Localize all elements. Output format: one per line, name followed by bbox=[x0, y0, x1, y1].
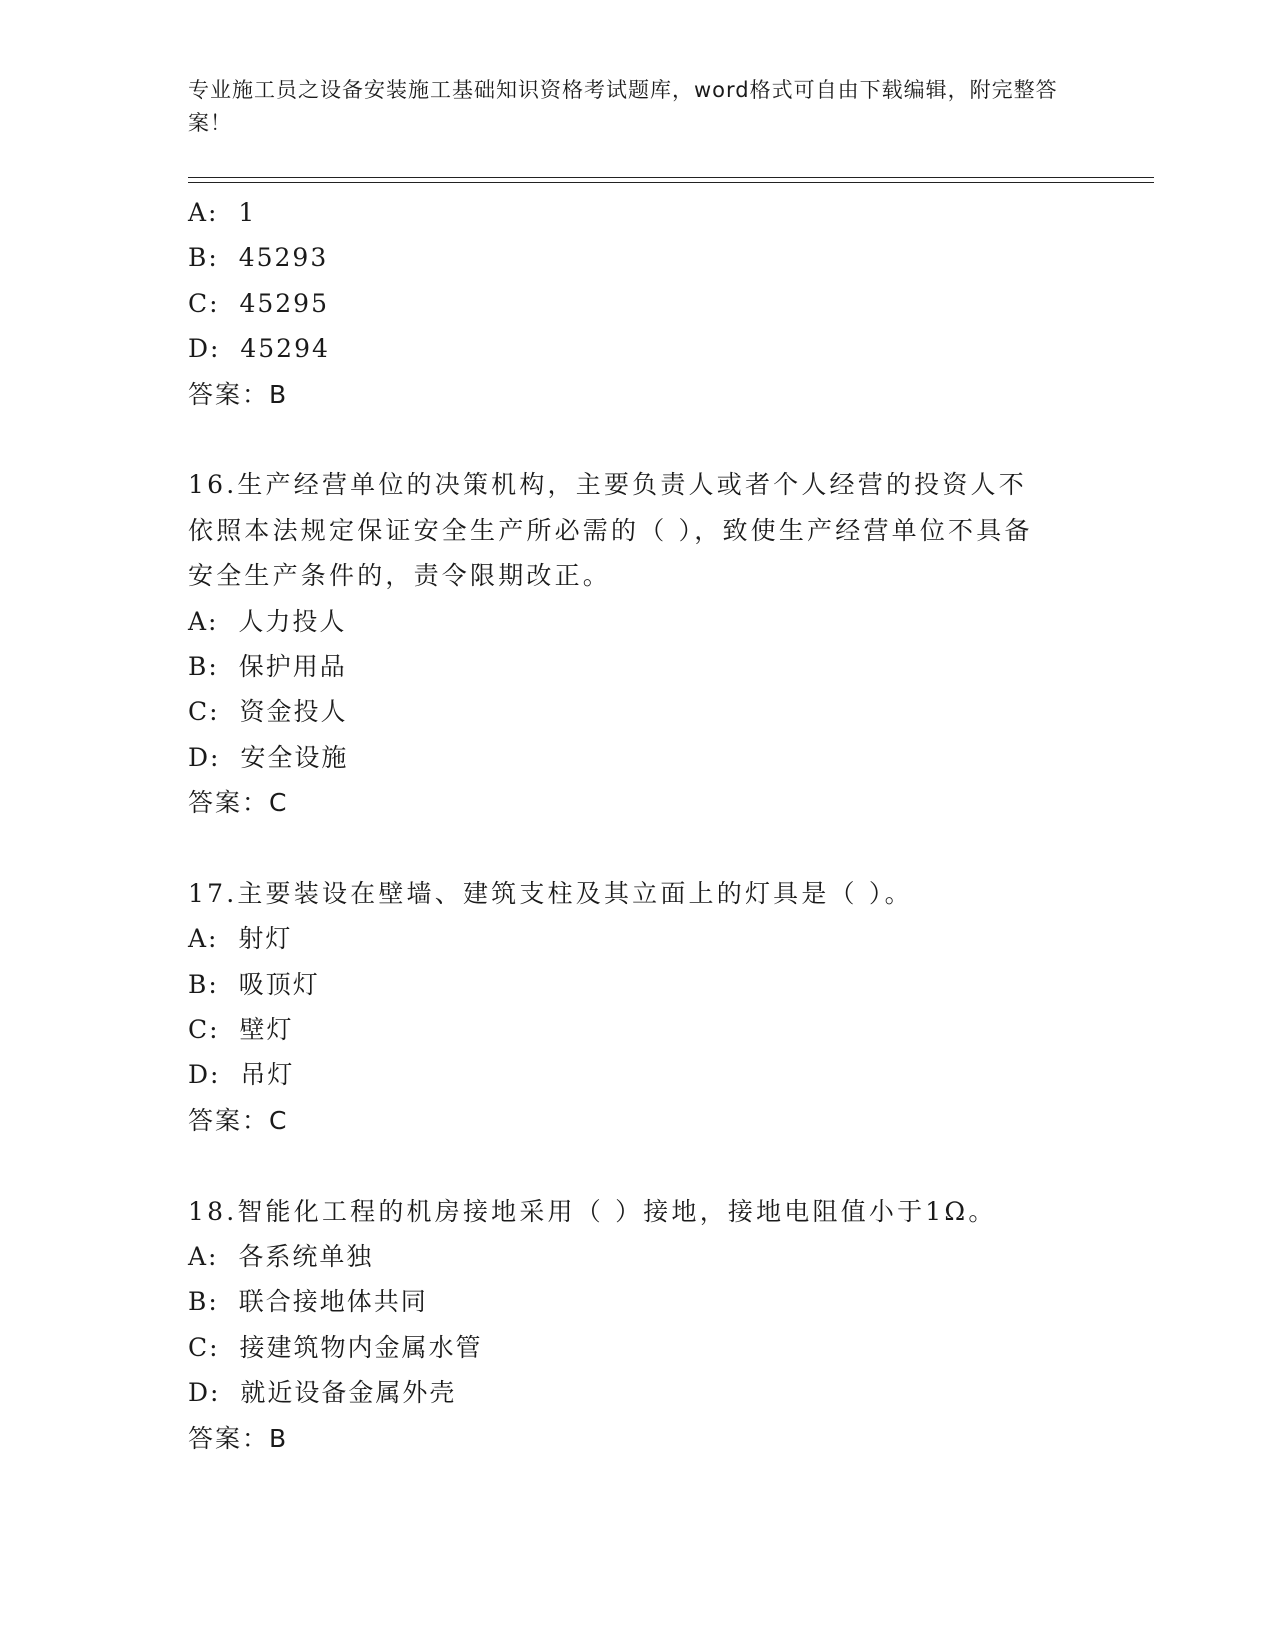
question-list bbox=[188, 190, 1108, 1461]
header-rule bbox=[188, 182, 1154, 183]
option-c: C: 资金投人 bbox=[188, 697, 348, 727]
answer-line: 答案：C bbox=[188, 1105, 289, 1135]
spacer bbox=[188, 1143, 1108, 1188]
option-d: D: 吊灯 bbox=[188, 1060, 295, 1090]
page-header: 专业施工员之设备安装施工基础知识资格考试题库，word格式可自由下载编辑，附完整答案！ bbox=[188, 78, 1058, 135]
spacer bbox=[188, 417, 1108, 462]
option-b: B: 保护用品 bbox=[188, 651, 347, 681]
answer-line: 答案：B bbox=[188, 1423, 289, 1453]
question-block bbox=[188, 462, 1108, 825]
question-text: 17.主要装设在壁墙、建筑支柱及其立面上的灯具是（ ）。 bbox=[188, 878, 913, 908]
option-d: D: 45294 bbox=[188, 334, 330, 364]
option-c: C: 45295 bbox=[188, 288, 329, 318]
option-b: B: 联合接地体共同 bbox=[188, 1287, 428, 1317]
option-a: A: 1 bbox=[188, 198, 257, 227]
question-text: 18.智能化工程的机房接地采用（ ）接地，接地电阻值小于1Ω。 bbox=[188, 1196, 997, 1226]
option-c: C: 接建筑物内金属水管 bbox=[188, 1332, 483, 1362]
option-a: A: 射灯 bbox=[188, 924, 293, 954]
question-block bbox=[188, 871, 1108, 1143]
option-b: B: 45293 bbox=[188, 243, 329, 273]
option-d: D: 就近设备金属外壳 bbox=[188, 1378, 457, 1408]
option-b: B: 吸顶灯 bbox=[188, 969, 320, 999]
question-block bbox=[188, 1189, 1108, 1461]
answer-line: 答案：C bbox=[188, 788, 289, 818]
question-block bbox=[188, 190, 1108, 417]
option-d: D: 安全设施 bbox=[188, 742, 349, 772]
option-a: A: 人力投人 bbox=[188, 606, 347, 636]
answer-line: 答案：B bbox=[188, 379, 289, 409]
spacer bbox=[188, 826, 1108, 871]
question-text: 16.生产经营单位的决策机构，主要负责人或者个人经营的投资人不依照本法规定保证安全生产所必需的（ ），致使生产经营单位不具备安全生产条件的，责令限期改正。 bbox=[188, 470, 1033, 591]
option-a: A: 各系统单独 bbox=[188, 1242, 374, 1272]
header-rule bbox=[188, 177, 1154, 178]
option-c: C: 壁灯 bbox=[188, 1015, 294, 1045]
